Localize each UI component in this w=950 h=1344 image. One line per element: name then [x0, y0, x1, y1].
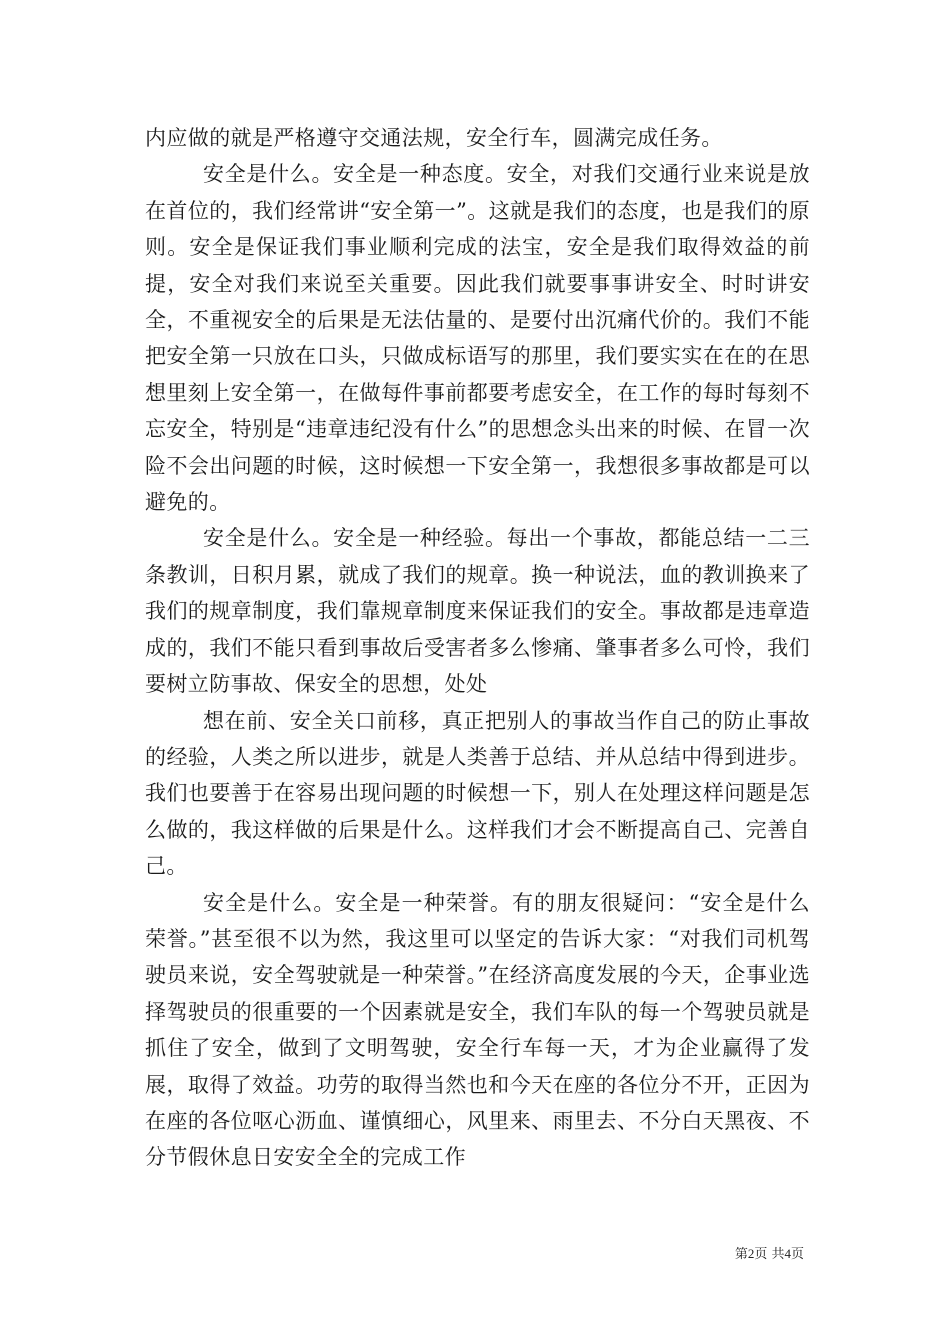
paragraph-4: 想在前、安全关口前移，真正把别人的事故当作自己的防止事故的经验，人类之所以进步，就是人类善于总结、并从总结中得到进步。我们也要善于在容易出现问题的时候想一下，别人在处理这样问题是怎么做的，我这样做的后果是什么。这样我们才会不断提高自己、完善自己。	[145, 708, 810, 879]
current-page-number: 2	[747, 1246, 755, 1261]
paragraph-1: 内应做的就是严格遵守交通法规，安全行车，圆满完成任务。	[145, 126, 723, 150]
paragraph-5: 安全是什么。安全是一种荣誉。有的朋友很疑问：“安全是什么荣誉。”甚至很不以为然，我这里可以坚定的告诉大家：“对我们司机驾驶员来说，安全驾驶就是一种荣誉。”在经济高度发展的今天，企事业选择驾驶员的很重要的一个因素就是安全，我们车队的每一个驾驶员就是抓住了安全，做到了文明驾驶，安全行车每一天，才为企业赢得了发展，取得了效益。功劳的取得当然也和今天在座的各位分不开，正因为在座的各位呕心沥血、谨慎细心，风里来、雨里去、不分白天黑夜、不分节假休息日安安全全的完成工作	[145, 890, 810, 1170]
total-page-number: 4	[784, 1246, 791, 1261]
document-body	[145, 120, 810, 1176]
page-number-footer	[735, 1246, 804, 1263]
paragraph-2: 安全是什么。安全是一种态度。安全，对我们交通行业来说是放在首位的，我们经常讲“安全第一”。这就是我们的态度，也是我们的原则。安全是保证我们事业顺利完成的法宝，安全是我们取得效益的前提，安全对我们来说至关重要。因此我们就要事事讲安全、时时讲安全，不重视安全的后果是无法估量的、是要付出沉痛代价的。我们不能把安全第一只放在口头，只做成标语写的那里，我们要实实在在的在思想里刻上安全第一，在做每件事前都要考虑安全，在工作的每时每刻不忘安全，特别是“违章违纪没有什么”的思想念头出来的时候、在冒一次险不会出问题的时候，这时候想一下安全第一，我想很多事故都是可以避免的。	[145, 162, 810, 515]
footer-suffix: 页	[790, 1247, 804, 1262]
paragraph-3: 安全是什么。安全是一种经验。每出一个事故，都能总结一二三条教训，日积月累，就成了我们的规章。换一种说法，血的教训换来了我们的规章制度，我们靠规章制度来保证我们的安全。事故都是违章造成的，我们不能只看到事故后受害者多么惨痛、肇事者多么可怜，我们要树立防事故、保安全的思想，处处	[145, 526, 810, 697]
footer-prefix: 第	[734, 1247, 748, 1262]
footer-middle: 页 共	[754, 1247, 785, 1262]
